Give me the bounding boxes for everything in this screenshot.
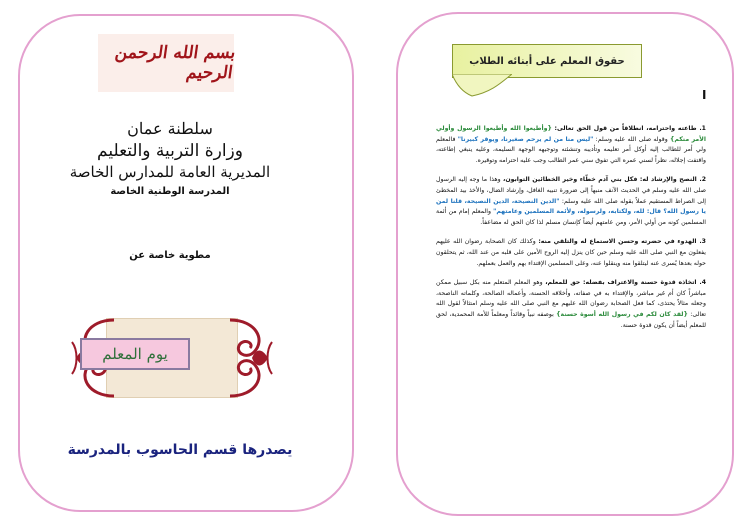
paragraph-lead: 3. الهدوء في حضرته وحسن الاستماع له والتلقي منه: [538,238,706,246]
issued-by-footer: يصدرها قسم الحاسوب بالمدرسة [67,442,293,458]
basmala-calligraphy [98,34,237,92]
basmala-text: بسم الله الرحمن الرحيم [113,43,237,83]
rights-paragraph [436,237,706,269]
paragraph-text: وهو المعلم المتعلم منه بكل سبيل ممكن مباشراً كان أم غير مباشر، والإقتداء به في صفاته، وأخلاقه الحسنة، وأعماله الصالحة، وكلماته الناصحة، وجعله مثالاً يحتذى، كما فعل الصحابة رضوان الله عليهم مع النبي صلى الله عليه وسلم امتثالاً لقول الله تعالى: [436,279,706,318]
paragraph-lead: 1. طاعته واحترامه، انطلاقاً من قول الحق تعالى: [554,125,706,132]
title-banner-text: حقوق المعلم على أبنائه الطلاب [469,55,625,67]
quran-quote: {وأطيعوا الله وأطيعوا الرسول وأولي الأمر منكم} [436,125,706,143]
page-curl-icon [452,74,512,98]
title-banner [452,44,642,78]
booklet-caption: مطوية خاصة عن [129,250,211,261]
directorate-heading: المديرية العامة للمدارس الخاصة [69,163,271,181]
rights-paragraph [436,175,706,228]
quran-quote: {لقد كان لكم في رسول الله أسوة حسنة} [556,310,688,318]
header-block [50,118,290,200]
paragraph-text: فالمعلم ولي أمر للطالب إليه أوكل أمر تعليمه وتأديبه وتنشئته وتوجيهه الوجهة السليمة، وعليه ينبغي إطاعته، واقتفت إجلاله، نظراً لسني عمره التي تفوق سني عمر الطالب وجب عليه احترامه وتوقيره. [436,135,706,164]
paragraph-text: وهذا ما وجه إليه الرسول صلى الله عليه وسلم في الحديث الآنف منبهاً إلى ضرورة تنبيه الغافل، وإرشاد الضال، والأخذ بيد المخطئ إلى الصراط المستقيم عملاً بقوله صلى الله عليه وسلم: [436,176,707,205]
paragraph-lead: 2. النصح والإرشاد له: فكل بني آدم خطّاء وخير الخطائين التوابون، [502,176,706,184]
paragraph-text: وكذلك كان الصحابة رضوان الله عليهم يفعلون مع النبي صلى الله عليه وسلم حين كان ينزل إليه الروح الأمين على قلبه من عند الله، ثم يتحلقون حوله بعدها يُسرى عنه ليتلقوا منه وينقلوا عنه، وعلى المسلمين الإقتداء بهم والعمل بعملهم. [436,238,706,267]
paragraph-text: بوصفه نبياً وقائداً ومعلماً للأمة المحمدية، لحق للمعلم أيضاً أن يكون قدوة حسنة. [436,310,706,329]
hadith-quote: "الدين النصيحة، الدين النصيحة، قلنا لمن يا رسول الله؟ قال: لله، ولكتابه، ولرسوله، ولأئمة المسلمين وعامتهم" [436,197,706,216]
teacher-day-label-box [80,338,190,370]
school-name: المدرسة الوطنية الخاصة [110,186,230,197]
paragraph-text: وقوله صلى الله عليه وسلم: [593,135,670,143]
floral-scroll-ornament-icon [220,312,276,404]
sultanate-heading: سلطنة عمان [127,119,213,138]
rights-paragraph [436,124,706,166]
section-marker: I [702,88,707,102]
rights-content [436,124,706,340]
ministry-heading: وزارة التربية والتعليم [97,141,243,161]
rights-paragraph [436,278,706,331]
teacher-day-text: يوم المعلم [102,345,168,363]
paragraph-text: والمعلم إمام من أئمة المسلمين كونه من أولي الأمر، ومن عامتهم أيضاً كإنسان مسلم لذا كان الحق له مضاعفاً. [436,208,706,226]
paragraph-lead: 4. اتخاذه قدوة حسنة والاعتراف بفضله: حق للمعلم، [545,279,706,287]
hadith-quote: "ليس منا من لم يرحم صغيرنا، ويوقر كبيرنا" [457,135,594,143]
